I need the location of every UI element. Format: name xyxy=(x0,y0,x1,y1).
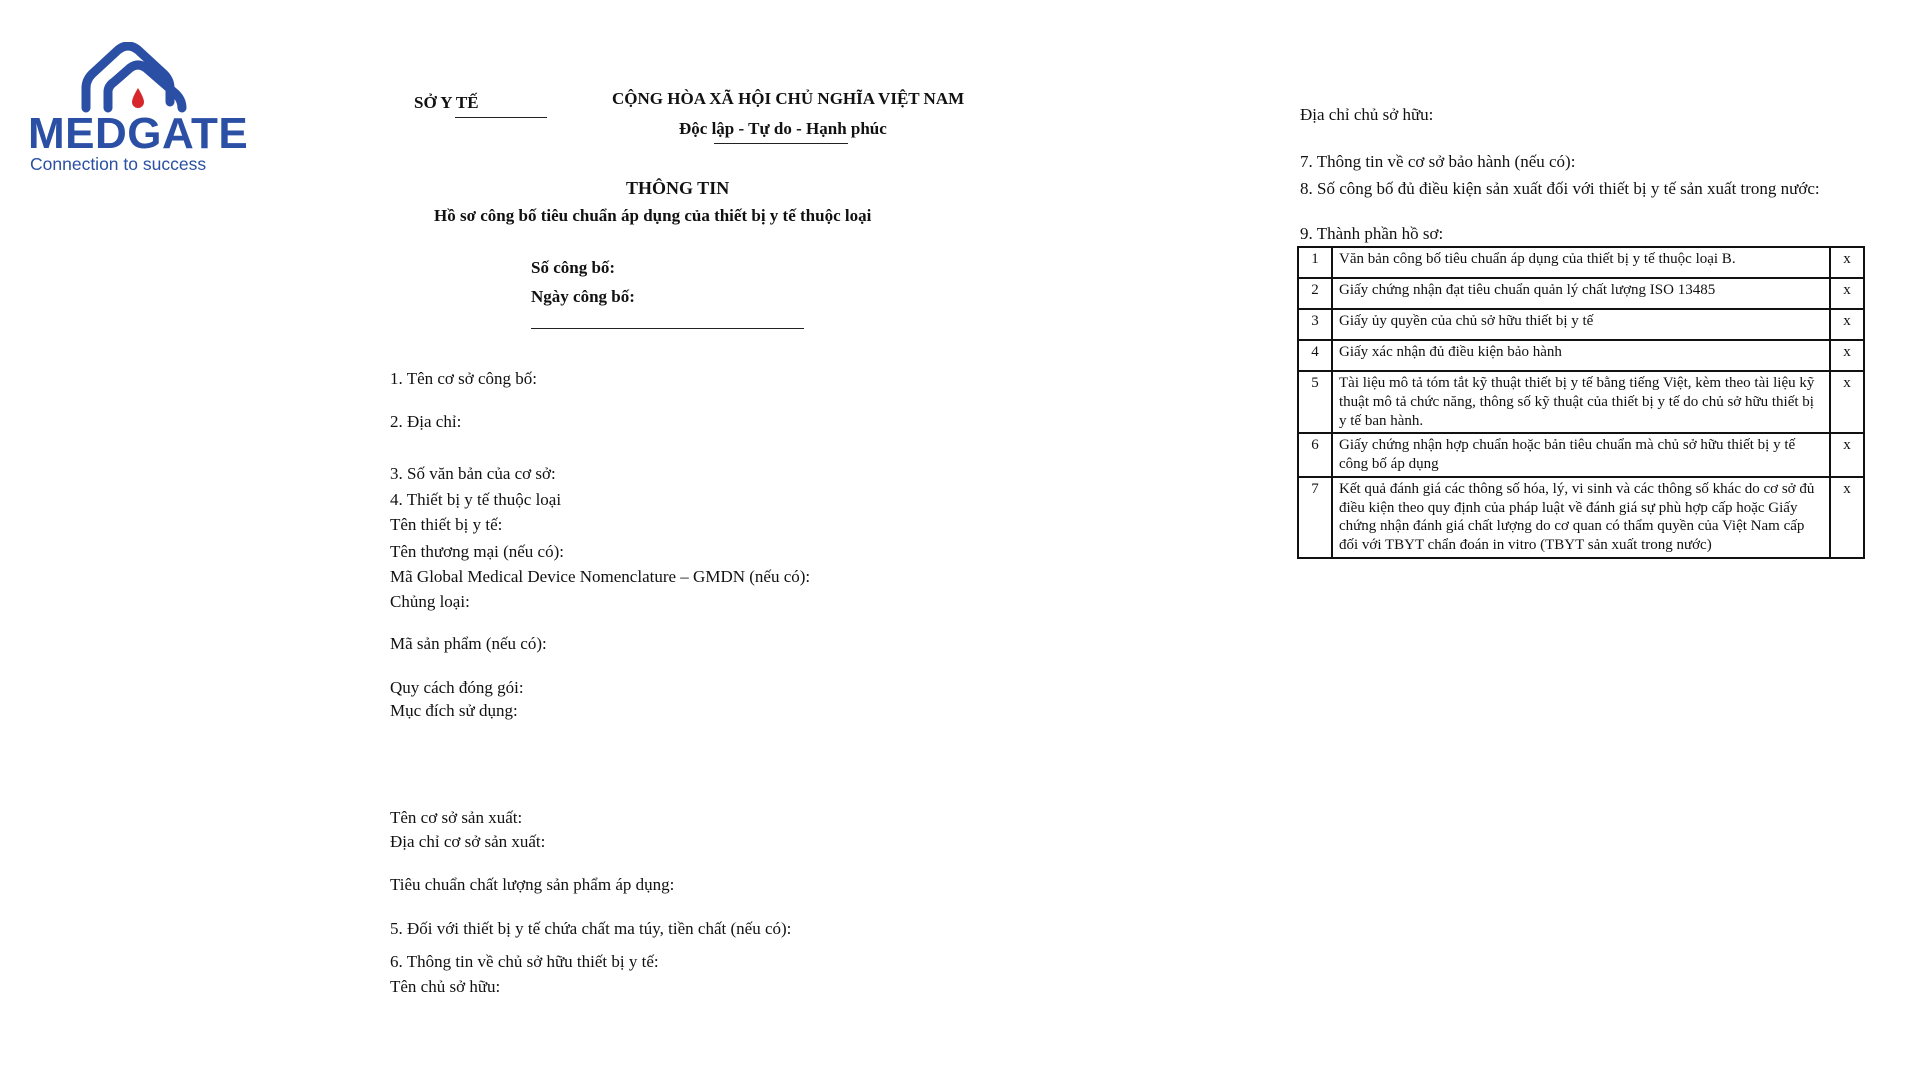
field-narcotics: 5. Đối với thiết bị y tế chứa chất ma túy, tiền chất (nếu có): xyxy=(390,919,792,938)
row-check-mark: x xyxy=(1830,278,1864,309)
field-production-eligibility: 8. Số công bố đủ điều kiện sản xuất đối với thiết bị y tế sản xuất trong nước: xyxy=(1300,179,1820,198)
field-owner-info: 6. Thông tin về chủ sở hữu thiết bị y tế: xyxy=(390,952,659,971)
row-description: Văn bản công bố tiêu chuẩn áp dụng của thiết bị y tế thuộc loại B. xyxy=(1332,247,1830,278)
announcement-date-label: Ngày công bố: xyxy=(531,287,635,306)
field-trade-name: Tên thương mại (nếu có): xyxy=(390,542,564,561)
row-number: 2 xyxy=(1298,278,1332,309)
row-description: Giấy chứng nhận hợp chuẩn hoặc bản tiêu chuẩn mà chủ sở hữu thiết bị y tế công bố áp dụng xyxy=(1332,433,1830,477)
medgate-logo xyxy=(28,42,249,182)
table-row xyxy=(1298,340,1864,371)
row-number: 3 xyxy=(1298,309,1332,340)
field-quality-standard: Tiêu chuẩn chất lượng sản phẩm áp dụng: xyxy=(390,875,675,894)
dossier-checklist-table xyxy=(1297,246,1865,559)
logo-brand-name: MEDGATE xyxy=(28,109,249,158)
field-facility-name: 1. Tên cơ sở công bố: xyxy=(390,369,538,388)
field-manufacturer-address: Địa chỉ cơ sở sản xuất: xyxy=(390,832,546,851)
document-title: THÔNG TIN xyxy=(626,178,730,198)
field-packaging: Quy cách đóng gói: xyxy=(390,678,524,697)
table-row xyxy=(1298,247,1864,278)
field-document-number: 3. Số văn bản của cơ sở: xyxy=(390,464,556,483)
field-owner-address: Địa chỉ chủ sở hữu: xyxy=(1300,105,1434,124)
announcement-number-label: Số công bố: xyxy=(531,258,616,277)
field-address: 2. Địa chỉ: xyxy=(390,412,462,431)
table-row xyxy=(1298,477,1864,558)
row-check-mark: x xyxy=(1830,309,1864,340)
table-row xyxy=(1298,309,1864,340)
motto-underline xyxy=(714,143,848,144)
logo-tagline: Connection to success xyxy=(30,154,207,174)
row-description: Giấy chứng nhận đạt tiêu chuẩn quản lý chất lượng ISO 13485 xyxy=(1332,278,1830,309)
row-number: 7 xyxy=(1298,477,1332,558)
field-gmdn-code: Mã Global Medical Device Nomenclature – GMDN (nếu có): xyxy=(390,567,811,586)
agency-label: SỞ Y TẾ xyxy=(414,93,479,112)
row-description: Tài liệu mô tả tóm tắt kỹ thuật thiết bị y tế bằng tiếng Việt, kèm theo tài liệu kỹ thuật mô tả chức năng, thông số kỹ thuật của thiết bị y tế do chủ sở hữu thiết bị y tế ban hành. xyxy=(1332,371,1830,433)
row-description: Giấy xác nhận đủ điều kiện bảo hành xyxy=(1332,340,1830,371)
row-number: 1 xyxy=(1298,247,1332,278)
row-description: Kết quả đánh giá các thông số hóa, lý, vi sinh và các thông số khác do cơ sở đủ điều kiện theo quy định của pháp luật về đánh giá sự phù hợp cấp hoặc Giấy chứng nhận đánh giá chất lượng do cơ quan có thẩm quyền của Việt Nam cấp đối với TBYT chẩn đoán in vitro (TBYT sản xuất trong nước) xyxy=(1332,477,1830,558)
field-product-code: Mã sản phẩm (nếu có): xyxy=(390,634,547,653)
announcement-underline xyxy=(531,328,804,329)
row-check-mark: x xyxy=(1830,247,1864,278)
field-type: Chủng loại: xyxy=(390,592,470,611)
row-check-mark: x xyxy=(1830,371,1864,433)
row-check-mark: x xyxy=(1830,477,1864,558)
document-subtitle: Hồ sơ công bố tiêu chuẩn áp dụng của thiết bị y tế thuộc loại xyxy=(434,206,872,225)
row-number: 5 xyxy=(1298,371,1332,433)
national-motto: Độc lập - Tự do - Hạnh phúc xyxy=(679,119,887,138)
field-warranty-facility: 7. Thông tin về cơ sở bảo hành (nếu có): xyxy=(1300,152,1576,171)
table-row xyxy=(1298,278,1864,309)
row-number: 6 xyxy=(1298,433,1332,477)
field-device-name: Tên thiết bị y tế: xyxy=(390,515,503,534)
field-intended-use: Mục đích sử dụng: xyxy=(390,701,518,720)
table-row xyxy=(1298,371,1864,433)
table-row xyxy=(1298,433,1864,477)
country-name: CỘNG HÒA XÃ HỘI CHỦ NGHĨA VIỆT NAM xyxy=(612,89,965,108)
field-manufacturer-name: Tên cơ sở sản xuất: xyxy=(390,808,523,827)
field-device-class: 4. Thiết bị y tế thuộc loại xyxy=(390,490,562,509)
field-owner-name: Tên chủ sở hữu: xyxy=(390,977,501,996)
row-check-mark: x xyxy=(1830,340,1864,371)
medgate-logo-mark-icon xyxy=(78,42,198,114)
row-number: 4 xyxy=(1298,340,1332,371)
row-description: Giấy ủy quyền của chủ sở hữu thiết bị y tế xyxy=(1332,309,1830,340)
row-check-mark: x xyxy=(1830,433,1864,477)
field-dossier-components: 9. Thành phần hồ sơ: xyxy=(1300,224,1444,243)
agency-underline xyxy=(455,117,547,118)
